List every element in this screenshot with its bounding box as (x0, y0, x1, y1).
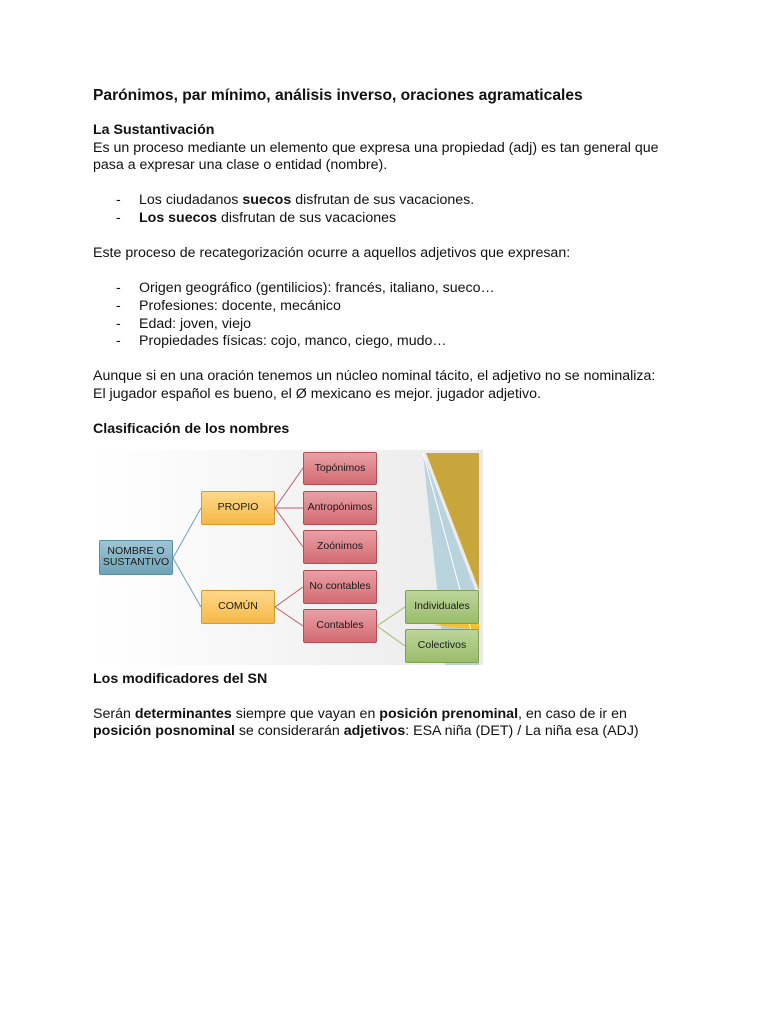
list-item (93, 192, 693, 210)
propio-node-label: PROPIO (217, 501, 259, 514)
zoonimos-node (303, 530, 377, 564)
example-bold: suecos (242, 192, 292, 209)
spacer (93, 351, 693, 369)
no-contables-node-label: No contables (309, 580, 371, 593)
spacer (93, 175, 693, 193)
no-contables-node (303, 570, 377, 604)
zoonimos-node-label: Zoónimos (316, 540, 364, 553)
list-item (93, 280, 693, 298)
text-run: : ESA niña (DET) / La niña esa (ADJ) (405, 723, 639, 740)
list-item (93, 333, 693, 351)
antroponimos-node-label: Antropónimos (307, 501, 373, 514)
list-item (93, 316, 693, 334)
individuales-node (405, 590, 479, 624)
colectivos-node (405, 629, 479, 663)
section-heading-clasificacion: Clasificación de los nombres (93, 421, 290, 438)
dash-bullet: - (116, 280, 121, 297)
dash-bullet: - (116, 333, 121, 350)
bold-run: determinantes (134, 705, 232, 722)
note-line-2: El jugador español es bueno, el Ø mexicano es mejor. jugador adjetivo. (93, 385, 541, 402)
comun-node (201, 590, 275, 624)
dash-bullet: - (116, 209, 121, 226)
example-list (93, 192, 693, 227)
text-run: Serán (93, 705, 135, 722)
colectivos-node-label: Colectivos (417, 639, 467, 652)
noun-classification-diagram (93, 450, 483, 665)
section-heading-sustantivacion: La Sustantivación (93, 122, 215, 138)
bold-run: posición prenominal (379, 705, 519, 722)
spacer (93, 404, 693, 422)
document-title: Parónimos, par mínimo, análisis inverso, oraciones agramaticales (93, 87, 583, 104)
list-item-text: Propiedades físicas: cojo, manco, ciego, mudo… (139, 333, 447, 350)
propio-node (201, 491, 275, 525)
contables-node-label: Contables (316, 619, 364, 632)
dash-bullet: - (116, 315, 121, 332)
list-item (93, 298, 693, 316)
root-node (99, 540, 173, 575)
individuales-node-label: Individuales (414, 600, 470, 613)
toponimos-node-label: Topónimos (314, 461, 366, 474)
spacer (93, 228, 693, 246)
modificadores-paragraph (93, 706, 693, 741)
text-run: siempre que vayan en (231, 705, 380, 722)
text-run: se considerarán (234, 723, 344, 740)
antroponimos-node (303, 491, 377, 525)
spacer (93, 263, 693, 281)
comun-node-label: COMÚN (218, 600, 258, 613)
example-text: disfrutan de sus vacaciones. (291, 192, 475, 209)
spacer (93, 688, 693, 706)
dash-bullet: - (116, 192, 121, 209)
example-text: Los ciudadanos (139, 192, 243, 209)
example-bold: Los suecos (139, 209, 218, 226)
bold-run: adjetivos (343, 723, 406, 740)
section-heading-modificadores: Los modificadores del SN (93, 670, 268, 687)
note-line-1: Aunque si en una oración tenemos un núcleo nominal tácito, el adjetivo no se nominaliza: (93, 368, 656, 385)
list-item-text: Profesiones: docente, mecánico (139, 297, 341, 314)
list-item-text: Origen geográfico (gentilicios): francés, italiano, sueco… (139, 280, 495, 297)
intro-paragraph: Es un proceso mediante un elemento que expresa una propiedad (adj) es tan general que pasa a expresar una clase o entidad (nombre). (93, 139, 659, 174)
list-item-text: Edad: joven, viejo (139, 315, 251, 332)
adjective-types-list (93, 280, 693, 350)
example-text: disfrutan de sus vacaciones (217, 209, 397, 226)
contables-node (303, 609, 377, 643)
bold-run: posición posnominal (93, 723, 235, 740)
list-item (93, 210, 693, 228)
text-run: , en caso de ir en (518, 705, 627, 722)
root-node-label: NOMBRE O SUSTANTIVO (102, 545, 170, 569)
toponimos-node (303, 452, 377, 485)
dash-bullet: - (116, 297, 121, 314)
process-paragraph: Este proceso de recategorización ocurre a aquellos adjetivos que expresan: (93, 245, 571, 262)
document-page (93, 86, 693, 741)
